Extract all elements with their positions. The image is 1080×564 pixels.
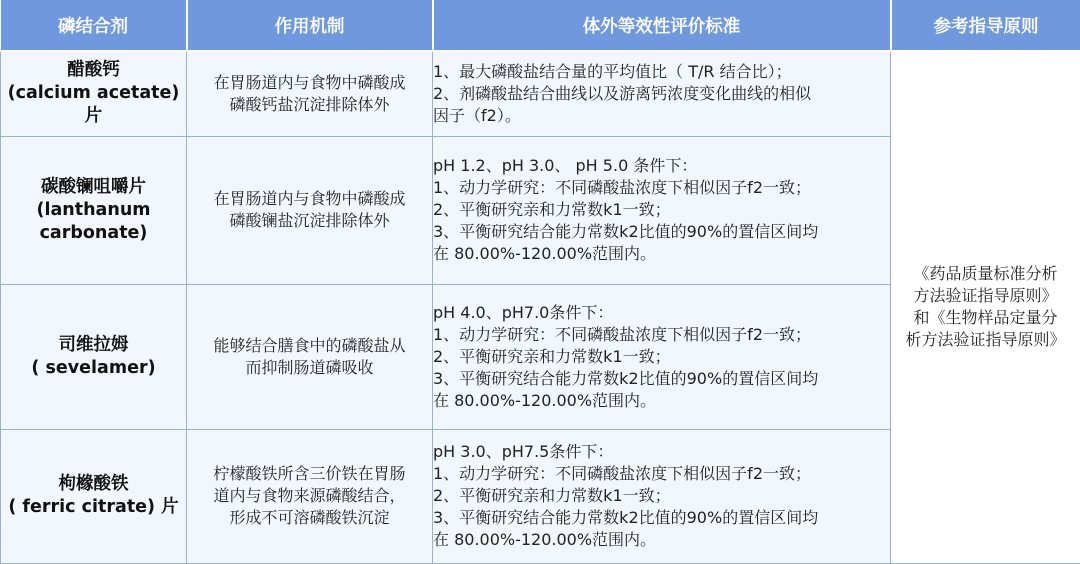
binder-name-line: 醋酸钙 — [1, 59, 186, 82]
reference-line: 方法验证指导原则》 — [891, 285, 1080, 307]
mechanism-cell — [187, 429, 433, 563]
mechanism-cell — [187, 136, 433, 284]
standard-line: 1、动力学研究：不同磷酸盐浓度下相似因子f2一致； — [433, 324, 890, 346]
standard-line: 在 80.00%-120.00%范围内。 — [433, 390, 890, 412]
mechanism-line: 磷酸镧盐沉淀排除体外 — [187, 210, 432, 232]
binder-name-cell — [1, 136, 187, 284]
reference-cell — [891, 51, 1080, 563]
table-header-row — [1, 0, 1080, 51]
mechanism-line: 柠檬酸铁所含三价铁在胃肠 — [187, 463, 432, 485]
header-binder: 磷结合剂 — [1, 0, 187, 51]
standard-line: pH 3.0、pH7.5条件下： — [433, 441, 890, 463]
standard-cell — [433, 429, 891, 563]
standard-line: pH 4.0、pH7.0条件下： — [433, 302, 890, 324]
standard-line: 1、动力学研究：不同磷酸盐浓度下相似因子f2一致； — [433, 177, 890, 199]
standard-line: 在 80.00%-120.00%范围内。 — [433, 529, 890, 551]
standard-line: 3、平衡研究结合能力常数k2比值的90%的置信区间均 — [433, 507, 890, 529]
header-reference: 参考指导原则 — [891, 0, 1080, 51]
standard-line: 在 80.00%-120.00%范围内。 — [433, 243, 890, 265]
standard-line: 2、剂磷酸盐结合曲线以及游离钙浓度变化曲线的相似 — [433, 83, 890, 105]
mechanism-line: 道内与食物来源磷酸结合， — [187, 485, 432, 507]
binder-name-line: 片 — [1, 105, 186, 128]
reference-line: 和《生物样品定量分 — [891, 307, 1080, 329]
binder-name-line: ( ferric citrate) 片 — [1, 496, 186, 519]
standard-line: 1、最大磷酸盐结合量的平均值比（ T/R 结合比）； — [433, 61, 890, 83]
mechanism-line: 形成不可溶磷酸铁沉淀 — [187, 507, 432, 529]
binder-name-line: ( sevelamer) — [1, 357, 186, 380]
standard-cell — [433, 284, 891, 429]
reference-line: 析方法验证指导原则》 — [891, 329, 1080, 351]
mechanism-line: 能够结合膳食中的磷酸盐从 — [187, 335, 432, 357]
standard-line: 3、平衡研究结合能力常数k2比值的90%的置信区间均 — [433, 221, 890, 243]
reference-line: 《药品质量标准分析 — [891, 263, 1080, 285]
standard-line: 2、平衡研究亲和力常数k1一致； — [433, 199, 890, 221]
mechanism-cell — [187, 51, 433, 136]
standard-cell — [433, 51, 891, 136]
binder-name-cell — [1, 284, 187, 429]
mechanism-line: 在胃肠道内与食物中磷酸成 — [187, 72, 432, 94]
header-mechanism: 作用机制 — [187, 0, 433, 51]
binder-name-line: (lanthanum — [1, 199, 186, 222]
mechanism-line: 磷酸钙盐沉淀排除体外 — [187, 94, 432, 116]
standard-line: 2、平衡研究亲和力常数k1一致； — [433, 346, 890, 368]
standard-line: 1、动力学研究：不同磷酸盐浓度下相似因子f2一致； — [433, 463, 890, 485]
mechanism-line: 在胃肠道内与食物中磷酸成 — [187, 188, 432, 210]
mechanism-line: 而抑制肠道磷吸收 — [187, 357, 432, 379]
binder-name-line: 枸橼酸铁 — [1, 473, 186, 496]
binder-name-line: (calcium acetate) — [1, 82, 186, 105]
standard-line: 2、平衡研究亲和力常数k1一致； — [433, 485, 890, 507]
table-row — [1, 51, 1080, 136]
binder-name-cell — [1, 429, 187, 563]
binder-name-line: 司维拉姆 — [1, 334, 186, 357]
header-standard: 体外等效性评价标准 — [433, 0, 891, 51]
standard-cell — [433, 136, 891, 284]
standard-line: pH 1.2、pH 3.0、 pH 5.0 条件下： — [433, 155, 890, 177]
binder-name-cell — [1, 51, 187, 136]
mechanism-cell — [187, 284, 433, 429]
standard-line: 因子（f2）。 — [433, 105, 890, 127]
binder-name-line: carbonate) — [1, 222, 186, 245]
standard-line: 3、平衡研究结合能力常数k2比值的90%的置信区间均 — [433, 368, 890, 390]
binder-name-line: 碳酸镧咀嚼片 — [1, 176, 186, 199]
